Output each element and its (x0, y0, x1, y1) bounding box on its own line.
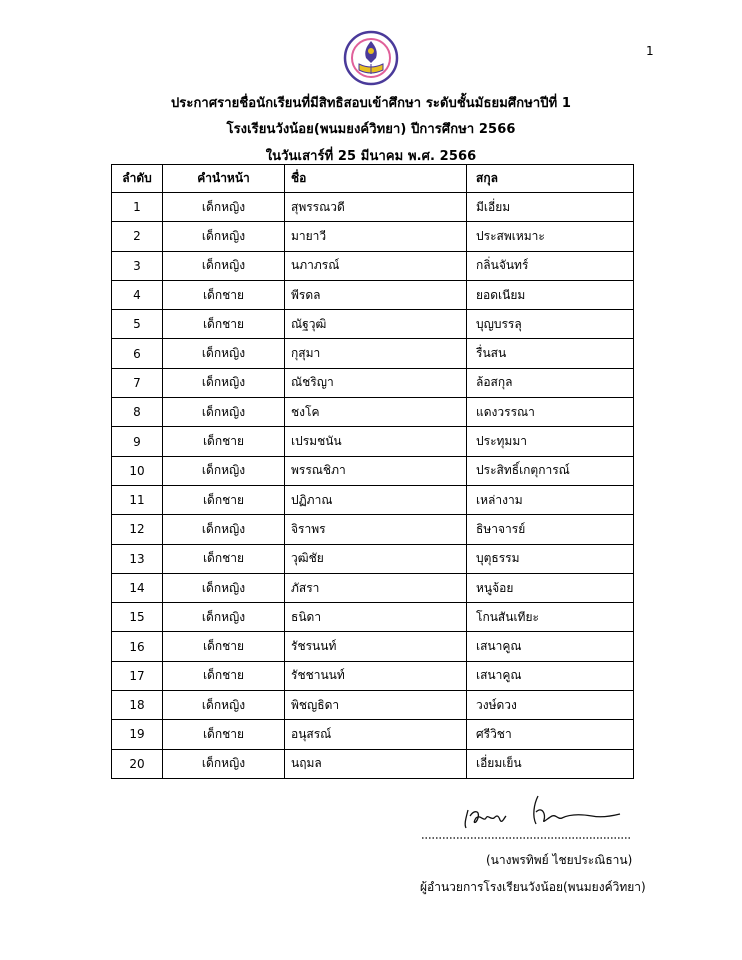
row-first-name: ชงโค (285, 398, 467, 427)
row-first-name: พีรดล (285, 280, 467, 309)
school-year-line: โรงเรียนวังน้อย(พนมยงค์วิทยา) ปีการศึกษา 2566 (226, 122, 516, 137)
table-body (112, 193, 634, 779)
table-row (112, 251, 634, 280)
row-number: 9 (112, 427, 163, 456)
table-row (112, 603, 634, 632)
table-row (112, 661, 634, 690)
row-first-name: นภาภรณ์ (285, 251, 467, 280)
row-surname: ศรีวิชา (467, 720, 634, 749)
school-logo (335, 30, 407, 86)
table-row (112, 427, 634, 456)
row-surname: มีเอี่ยม (467, 193, 634, 222)
table-row (112, 485, 634, 514)
table-row (112, 720, 634, 749)
row-number: 7 (112, 368, 163, 397)
column-header-prefix: คำนำหน้า (163, 165, 285, 193)
row-surname: ยอดเนียม (467, 280, 634, 309)
row-prefix: เด็กชาย (163, 485, 285, 514)
table-header-row (112, 165, 634, 193)
row-surname: วงษ์ดวง (467, 691, 634, 720)
row-first-name: ปฏิภาณ (285, 485, 467, 514)
row-prefix: เด็กชาย (163, 661, 285, 690)
row-first-name: รัชรนนท์ (285, 632, 467, 661)
row-prefix: เด็กหญิง (163, 222, 285, 251)
row-prefix: เด็กชาย (163, 280, 285, 309)
row-prefix: เด็กหญิง (163, 368, 285, 397)
row-surname: เสนาคูณ (467, 661, 634, 690)
row-first-name: เปรมชนัน (285, 427, 467, 456)
row-first-name: มายาวี (285, 222, 467, 251)
row-number: 14 (112, 573, 163, 602)
row-first-name: จิราพร (285, 515, 467, 544)
row-first-name: ณัชริญา (285, 368, 467, 397)
row-first-name: พิชญธิดา (285, 691, 467, 720)
table-row (112, 456, 634, 485)
announcement-title: ประกาศรายชื่อนักเรียนที่มีสิทธิสอบเข้าศึกษา ระดับชั้นมัธยมศึกษาปีที่ 1 (170, 96, 572, 111)
row-prefix: เด็กหญิง (163, 515, 285, 544)
table-row (112, 222, 634, 251)
row-prefix: เด็กหญิง (163, 573, 285, 602)
row-prefix: เด็กชาย (163, 720, 285, 749)
row-number: 10 (112, 456, 163, 485)
row-surname: บุตุธรรม (467, 544, 634, 573)
row-number: 4 (112, 280, 163, 309)
table-row (112, 339, 634, 368)
student-list-table (111, 164, 634, 779)
table-row (112, 544, 634, 573)
row-prefix: เด็กชาย (163, 632, 285, 661)
row-number: 8 (112, 398, 163, 427)
row-prefix: เด็กชาย (163, 544, 285, 573)
row-prefix: เด็กชาย (163, 310, 285, 339)
table-row (112, 310, 634, 339)
column-header-first-name: ชื่อ (285, 165, 467, 193)
row-first-name: ธนิดา (285, 603, 467, 632)
row-prefix: เด็กหญิง (163, 339, 285, 368)
row-number: 17 (112, 661, 163, 690)
row-number: 1 (112, 193, 163, 222)
row-surname: ประสพเหมาะ (467, 222, 634, 251)
row-number: 11 (112, 485, 163, 514)
row-prefix: เด็กหญิง (163, 193, 285, 222)
row-prefix: เด็กหญิง (163, 603, 285, 632)
table-row (112, 193, 634, 222)
table-row (112, 573, 634, 602)
row-first-name: วุฒิชัย (285, 544, 467, 573)
row-prefix: เด็กหญิง (163, 251, 285, 280)
row-first-name: ณัฐวุฒิ (285, 310, 467, 339)
row-number: 6 (112, 339, 163, 368)
row-surname: เสนาคูณ (467, 632, 634, 661)
row-number: 20 (112, 749, 163, 778)
column-header-number: ลำดับ (112, 165, 163, 193)
row-number: 15 (112, 603, 163, 632)
row-number: 19 (112, 720, 163, 749)
row-prefix: เด็กชาย (163, 427, 285, 456)
row-surname: เหล่างาม (467, 485, 634, 514)
row-number: 13 (112, 544, 163, 573)
table-row (112, 691, 634, 720)
row-surname: รื่นสน (467, 339, 634, 368)
row-surname: โกนสันเทียะ (467, 603, 634, 632)
row-surname: เอี่ยมเย็น (467, 749, 634, 778)
row-surname: บุญบรรลุ (467, 310, 634, 339)
column-header-surname: สกุล (467, 165, 634, 193)
row-number: 12 (112, 515, 163, 544)
row-prefix: เด็กหญิง (163, 456, 285, 485)
row-surname: ธิษาจารย์ (467, 515, 634, 544)
row-first-name: นฤมล (285, 749, 467, 778)
row-number: 18 (112, 691, 163, 720)
row-number: 16 (112, 632, 163, 661)
row-first-name: รัชชานนท์ (285, 661, 467, 690)
row-surname: แดงวรรณา (467, 398, 634, 427)
table-row (112, 515, 634, 544)
table-row (112, 749, 634, 778)
signer-name: (นางพรทิพย์ ไชยประณิธาน) (486, 853, 633, 867)
exam-date-line: ในวันเสาร์ที่ 25 มีนาคม พ.ศ. 2566 (265, 149, 477, 164)
row-surname: ประสิทธิ์เกตุการณ์ (467, 456, 634, 485)
row-surname: กลิ่นจันทร์ (467, 251, 634, 280)
signer-position: ผู้อำนวยการโรงเรียนวังน้อย(พนมยงค์วิทยา) (420, 880, 646, 894)
row-first-name: อนุสรณ์ (285, 720, 467, 749)
row-prefix: เด็กหญิง (163, 749, 285, 778)
row-number: 2 (112, 222, 163, 251)
row-number: 5 (112, 310, 163, 339)
row-prefix: เด็กหญิง (163, 398, 285, 427)
row-first-name: สุพรรณวดี (285, 193, 467, 222)
row-surname: หนูจ้อย (467, 573, 634, 602)
row-prefix: เด็กหญิง (163, 691, 285, 720)
row-surname: ประทุมมา (467, 427, 634, 456)
table-row (112, 398, 634, 427)
table-row (112, 368, 634, 397)
table-row (112, 632, 634, 661)
row-first-name: กุสุมา (285, 339, 467, 368)
row-first-name: พรรณชิภา (285, 456, 467, 485)
signature (420, 788, 635, 846)
table-row (112, 280, 634, 309)
row-surname: ล้อสกุล (467, 368, 634, 397)
page-number: 1 (646, 44, 654, 58)
row-first-name: ภัสรา (285, 573, 467, 602)
row-number: 3 (112, 251, 163, 280)
